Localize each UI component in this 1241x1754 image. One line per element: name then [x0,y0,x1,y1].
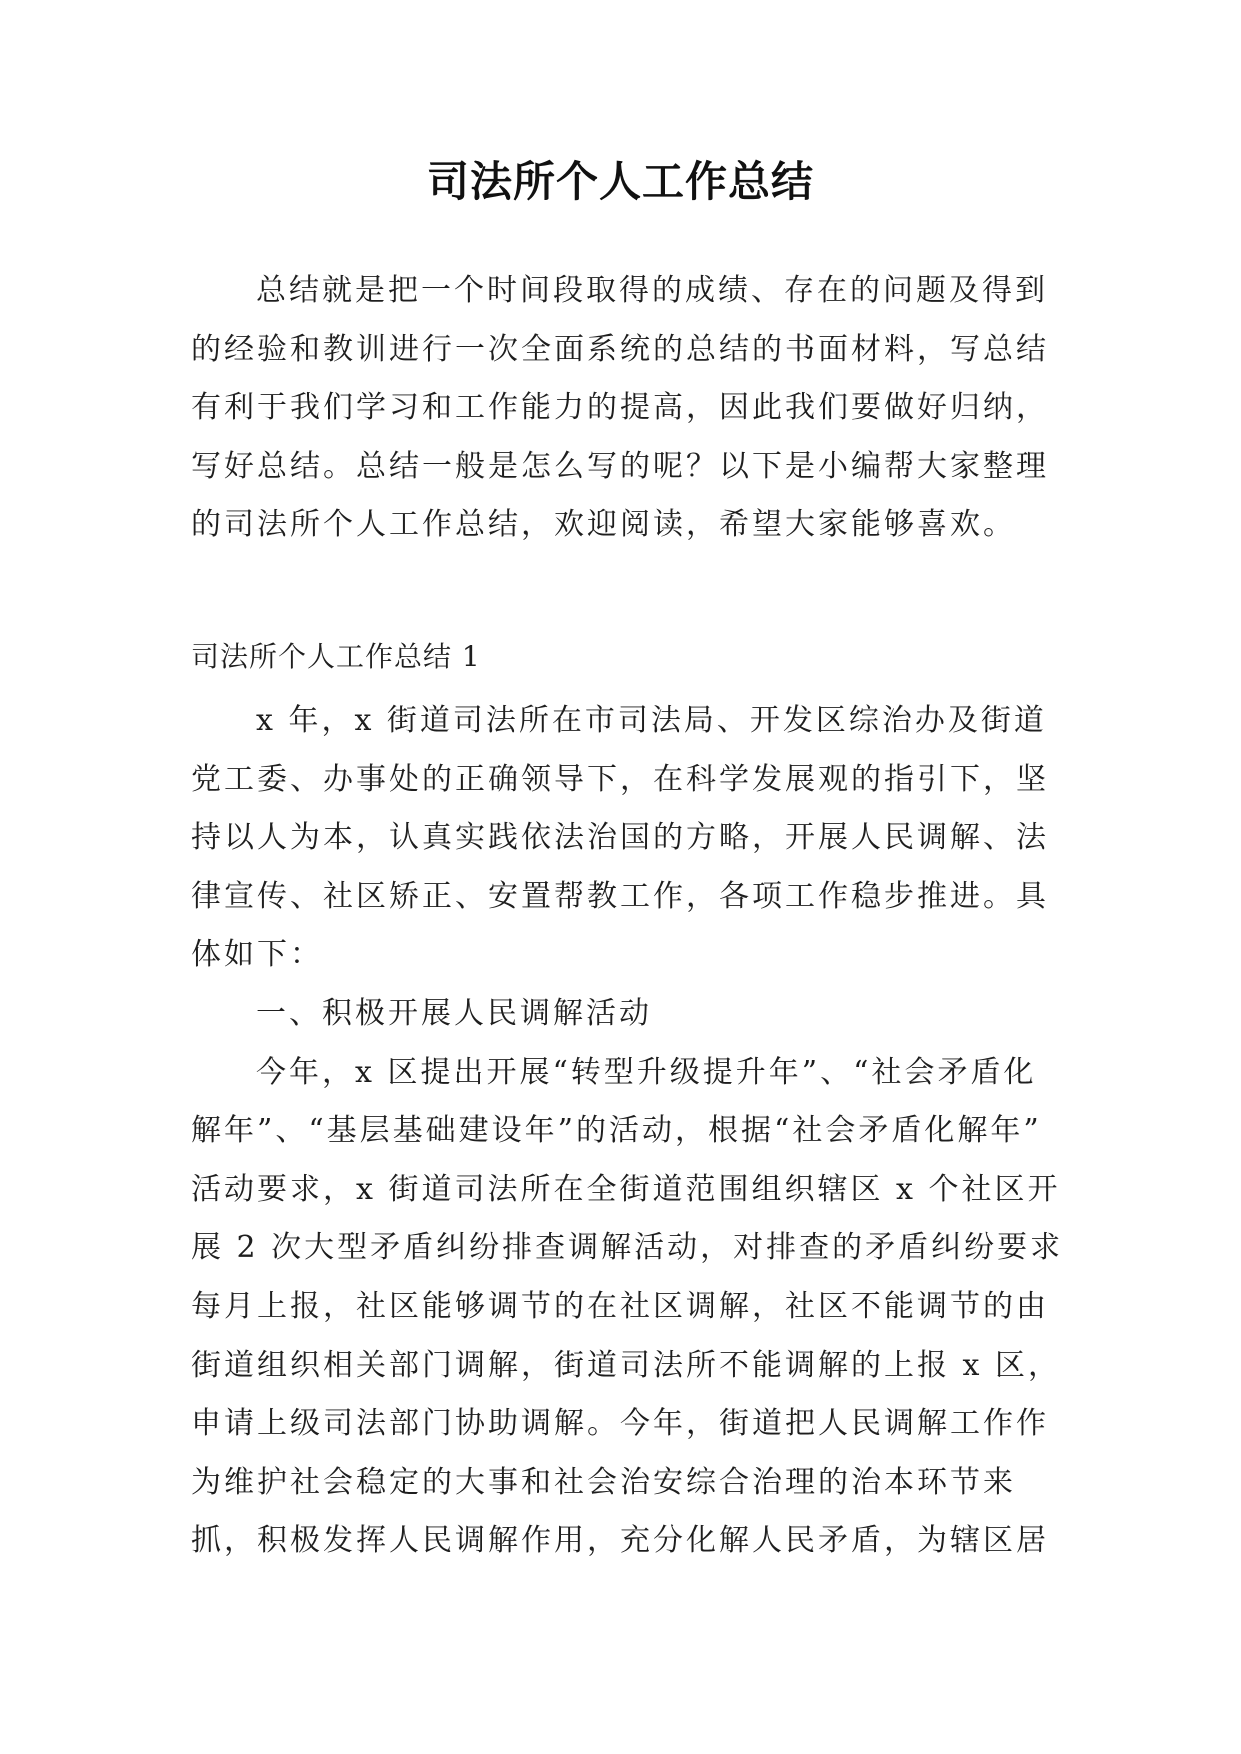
paragraph-line: 持以人为本，认真实践依法治国的方略，开展人民调解、法 [191,820,1049,856]
subsection-heading: 一、积极开展人民调解活动 [256,995,652,1031]
paragraph-line: 的司法所个人工作总结，欢迎阅读，希望大家能够喜欢。 [191,507,1016,543]
paragraph-line: 解年”、“基层基础建设年”的活动，根据“社会矛盾化解年” [191,1113,1042,1149]
paragraph-line: 党工委、办事处的正确领导下，在科学发展观的指引下，坚 [191,761,1049,797]
paragraph-line: 抓，积极发挥人民调解作用，充分化解人民矛盾，为辖区居 [191,1523,1049,1559]
paragraph-line: 申请上级司法部门协助调解。今年，街道把人民调解工作作 [191,1406,1049,1442]
paragraph-line: 体如下： [191,937,323,973]
paragraph-line: 今年，x 区提出开展“转型升级提升年”、“社会矛盾化 [256,1054,1037,1090]
paragraph-line: 律宣传、社区矫正、安置帮教工作，各项工作稳步推进。具 [191,878,1049,914]
body-text [191,692,1064,1571]
paragraph-line: 写好总结。总结一般是怎么写的呢？以下是小编帮大家整理 [191,448,1049,484]
paragraph-line: 展 2 次大型矛盾纠纷排查调解活动，对排查的矛盾纠纷要求 [191,1230,1064,1266]
paragraph-line: x 年，x 街道司法所在市司法局、开发区综治办及街道 [256,703,1047,738]
paragraph-line: 活动要求，x 街道司法所在全街道范围组织辖区 x 个社区开 [191,1171,1061,1207]
paragraph-line: 为维护社会稳定的大事和社会治安综合治理的治本环节来 [191,1464,1016,1500]
paragraph-line: 的经验和教训进行一次全面系统的总结的书面材料，写总结 [191,331,1049,367]
intro-paragraph [191,262,1053,555]
document-title: 司法所个人工作总结 [426,157,814,206]
paragraph-line: 街道组织相关部门调解，街道司法所不能调解的上报 x 区， [191,1347,1061,1383]
paragraph-line: 总结就是把一个时间段取得的成绩、存在的问题及得到 [256,273,1048,308]
paragraph-line: 有利于我们学习和工作能力的提高，因此我们要做好归纳， [191,390,1049,426]
paragraph-line: 每月上报，社区能够调节的在社区调解，社区不能调节的由 [191,1288,1049,1324]
section-heading: 司法所个人工作总结 1 [191,640,481,673]
